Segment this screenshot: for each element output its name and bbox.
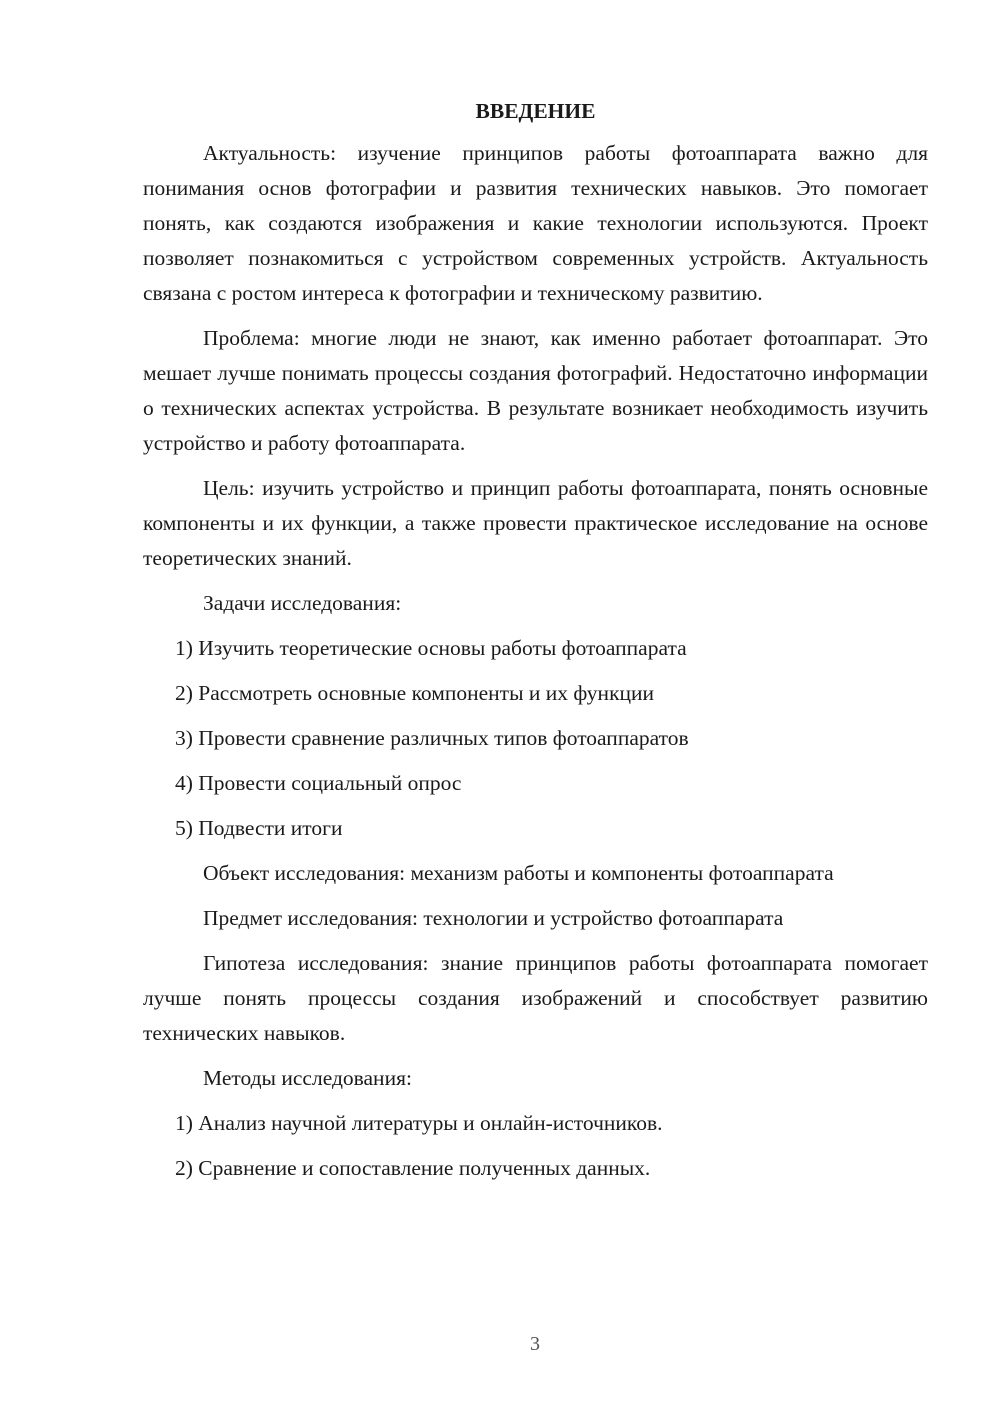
tasks-heading: Задачи исследования:: [203, 591, 402, 615]
methods-list: [143, 1106, 928, 1186]
hypothesis-paragraph: Гипотеза исследования: знание принципов работы фотоаппарата помогает лучше понять процессы создания изображений и способствует развитию технических навыков.: [143, 951, 928, 1045]
document-page: [143, 96, 928, 1196]
list-item: 1) Анализ научной литературы и онлайн-источников.: [175, 1111, 663, 1135]
list-item: 3) Провести сравнение различных типов фотоаппаратов: [175, 726, 689, 750]
tasks-list: [143, 631, 928, 846]
page-number: 3: [530, 1333, 540, 1355]
list-item: 2) Сравнение и сопоставление полученных данных.: [175, 1156, 651, 1180]
methods-heading: Методы исследования:: [203, 1066, 412, 1090]
page-title: ВВЕДЕНИЕ: [475, 99, 596, 123]
problem-paragraph: Проблема: многие люди не знают, как именно работает фотоаппарат. Это мешает лучше понимать процессы создания фотографий. Недостаточно информации о технических аспектах устройства. В результате возникает необходимость изучить устройство и работу фотоаппарата.: [143, 326, 928, 455]
list-item: 4) Провести социальный опрос: [175, 771, 462, 795]
list-item: 1) Изучить теоретические основы работы фотоаппарата: [175, 636, 687, 660]
relevance-paragraph: Актуальность: изучение принципов работы фотоаппарата важно для понимания основ фотографии и развития технических навыков. Это помогает понять, как создаются изображения и какие технологии используются. Проект позволяет познакомиться с устройством современных устройств. Актуальность связана с ростом интереса к фотографии и техническому развитию.: [143, 141, 928, 305]
object-paragraph: Объект исследования: механизм работы и компоненты фотоаппарата: [203, 861, 834, 885]
subject-paragraph: Предмет исследования: технологии и устройство фотоаппарата: [203, 906, 784, 930]
goal-paragraph: Цель: изучить устройство и принцип работы фотоаппарата, понять основные компоненты и их функции, а также провести практическое исследование на основе теоретических знаний.: [143, 476, 928, 570]
list-item: 5) Подвести итоги: [175, 816, 343, 840]
list-item: 2) Рассмотреть основные компоненты и их функции: [175, 681, 655, 705]
